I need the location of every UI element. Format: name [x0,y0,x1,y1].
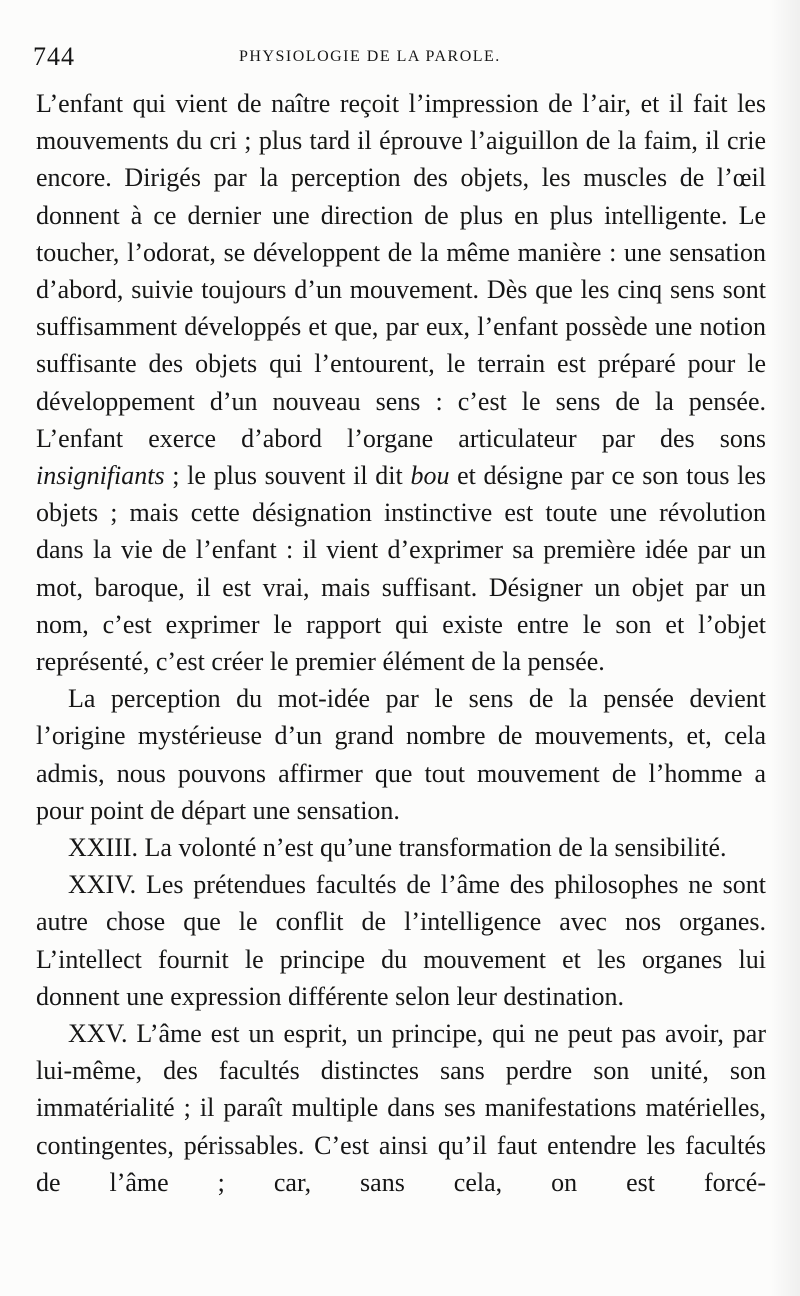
paragraph-xxiv: XXIV. Les prétendues facultés de l’âme des philosophes ne sont autre chose que le conflit de l’intelligence avec nos organes. L’intellect fournit le principe du mouvement et les organes lui donnent une expression différente selon leur destination. [36,870,766,1011]
running-header [33,40,763,74]
page-number: 744 [33,42,75,71]
italic-word-bou: bou [410,461,450,491]
paragraph-2: La perception du mot-idée par le sens de la pensée devient l’origine mystérieuse d’un grand nombre de mouvements, et, cela admis, nous pouvons affirmer que tout mouvement de l’homme a pour point de départ une sensation. [36,684,766,825]
italic-word-insignifiants: insignifiants [36,461,165,491]
paragraph-1-text-b: ; le plus souvent il dit [164,461,411,491]
running-title: PHYSIOLOGIE DE LA PAROLE. [239,48,501,65]
page-edge-shadow [770,0,800,1296]
paragraph-1-text-a: L’enfant qui vient de naître reçoit l’impression de l’air, et il fait les mouvements du cri ; plus tard il éprouve l’aiguillon de la faim, il crie encore. Dirigés par la perception des objets, les muscles de l’œil donnent à ce dernier une direction de plus en plus intelligente. Le toucher, l’odorat, se développent de la même manière : une sensation d’abord, suivie toujours d’un mouvement. Dès que les cinq sens sont suffisamment développés et que, par eux, l’enfant possède une notion suffisante des objets qui l’entourent, le terrain est préparé pour le développement d’un nouveau sens : c’est le sens de la pensée. L’enfant exerce d’abord l’organe articulateur par des sons [36,89,766,453]
paragraph-xxv: XXV. L’âme est un esprit, un principe, qui ne peut pas avoir, par lui-même, des facultés distinctes sans perdre son unité, son immatérialité ; il paraît multiple dans ses manifestations matérielles, contingentes, périssables. C’est ainsi qu’il faut entendre les facultés de l’âme ; car, sans cela, on est forcé- [36,1019,766,1197]
body-text [36,85,766,1201]
paragraph-1-text-c: et désigne par ce son tous les objets ; mais cette désignation instinctive est toute une révolution dans la vie de l’enfant : il vient d’exprimer sa première idée par un mot, baroque, il est vrai, mais suffisant. Désigner un objet par un nom, c’est exprimer le rapport qui existe entre le son et l’objet représenté, c’est créer le premier élément de la pensée. [36,461,766,677]
paragraph-1 [36,85,766,680]
paragraph-xxiii: XXIII. La volonté n’est qu’une transformation de la sensibilité. [68,833,727,863]
